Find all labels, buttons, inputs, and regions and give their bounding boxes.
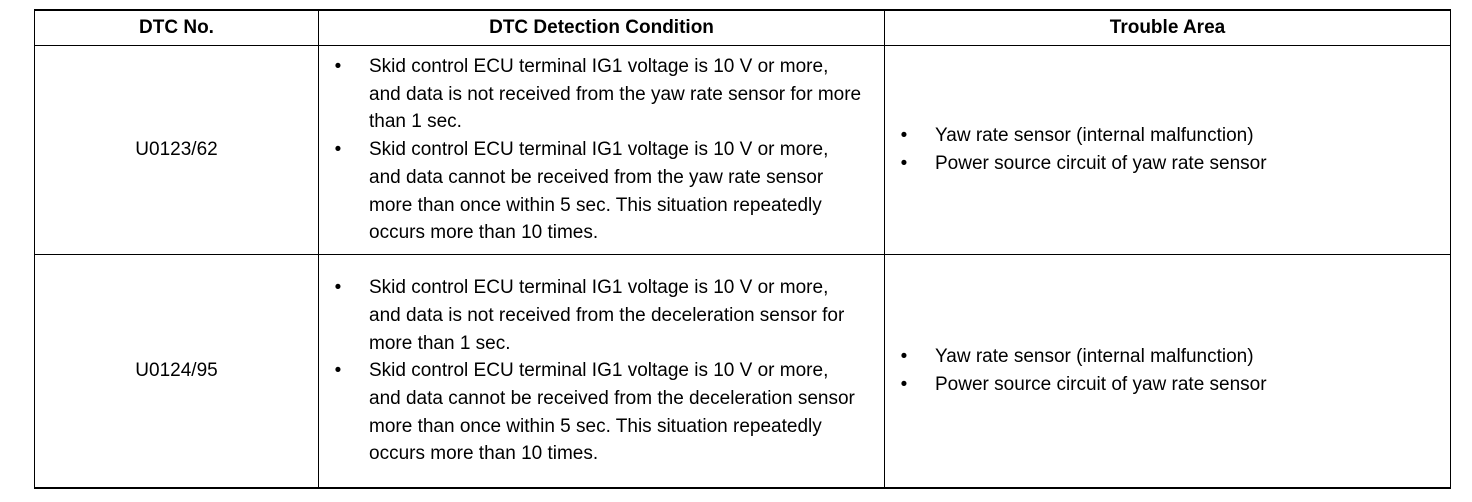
condition-text: Skid control ECU terminal IG1 voltage is 10 V or more, and data is not received from the yaw rate sensor for more than 1 sec.	[369, 56, 862, 133]
trouble-area-list	[885, 343, 1450, 398]
trouble-area-item	[885, 122, 1450, 150]
trouble-area-text: Yaw rate sensor (internal malfunction)	[935, 346, 1254, 368]
detection-condition-cell	[319, 46, 885, 255]
bullet-icon: •	[334, 360, 342, 382]
header-dtc-no: DTC No.	[35, 10, 319, 46]
condition-text: Skid control ECU terminal IG1 voltage is 10 V or more, and data is not received from the deceleration sensor for more than 1 sec.	[369, 277, 845, 354]
header-row	[35, 10, 1451, 46]
trouble-area-list	[885, 122, 1450, 177]
condition-list	[319, 267, 884, 475]
bullet-icon: •	[900, 125, 908, 147]
trouble-area-item	[885, 343, 1450, 371]
trouble-area-text: Power source circuit of yaw rate sensor	[935, 374, 1267, 396]
dtc-code: U0124/95	[35, 254, 319, 488]
condition-list	[319, 46, 884, 254]
table-row	[35, 254, 1451, 488]
condition-item	[319, 136, 884, 247]
condition-text: Skid control ECU terminal IG1 voltage is 10 V or more, and data cannot be received from the yaw rate sensor more than once within 5 sec. This situation repeatedly occurs more than 10 times.	[369, 139, 829, 244]
trouble-area-cell	[885, 254, 1451, 488]
trouble-area-text: Power source circuit of yaw rate sensor	[935, 152, 1267, 174]
trouble-area-cell	[885, 46, 1451, 255]
condition-item	[319, 274, 884, 357]
dtc-table	[34, 9, 1451, 489]
header-trouble-area: Trouble Area	[885, 10, 1451, 46]
bullet-icon: •	[334, 56, 342, 77]
detection-condition-cell	[319, 254, 885, 488]
condition-text: Skid control ECU terminal IG1 voltage is 10 V or more, and data cannot be received from the deceleration sensor more than once within 5 sec. This situation repeatedly occurs more than 10 times.	[369, 360, 855, 465]
dtc-code: U0123/62	[35, 46, 319, 255]
trouble-area-item	[885, 371, 1450, 399]
condition-item	[319, 53, 884, 136]
bullet-icon: •	[900, 152, 908, 174]
bullet-icon: •	[900, 374, 908, 396]
trouble-area-text: Yaw rate sensor (internal malfunction)	[935, 125, 1254, 147]
trouble-area-item	[885, 150, 1450, 178]
bullet-icon: •	[334, 139, 342, 161]
condition-item	[319, 357, 884, 468]
header-detection-condition: DTC Detection Condition	[319, 10, 885, 46]
bullet-icon: •	[334, 277, 342, 299]
bullet-icon: •	[900, 346, 908, 368]
table-row	[35, 46, 1451, 255]
